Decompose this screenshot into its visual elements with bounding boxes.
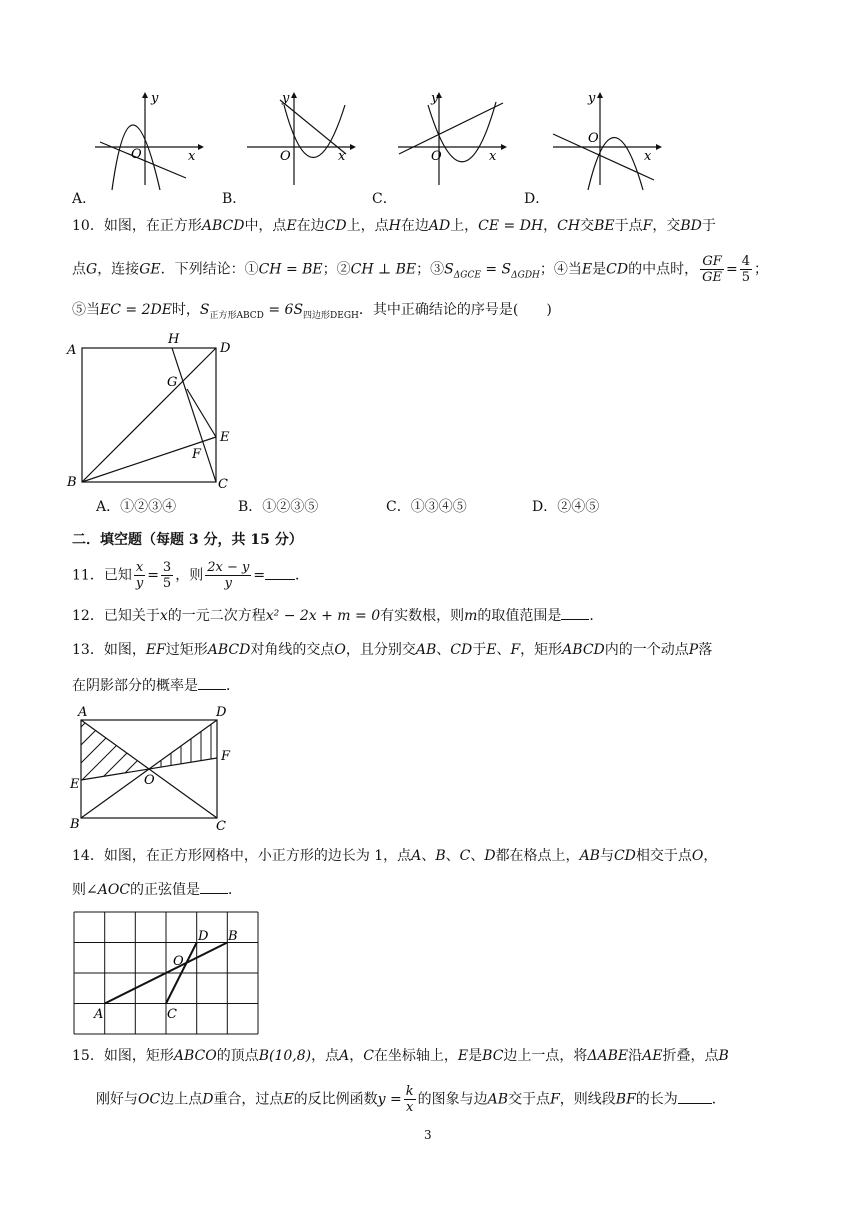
- y-axis-label: y: [151, 91, 159, 106]
- q15-answer-blank[interactable]: [678, 1103, 712, 1104]
- q10-option-a[interactable]: A．①②③④: [96, 499, 177, 515]
- label-b: B: [67, 475, 77, 490]
- q10-figure: [64, 330, 244, 490]
- label-d: D: [220, 341, 231, 356]
- svg-text:y: y: [431, 91, 439, 106]
- label-g: G: [167, 375, 178, 390]
- q13-figure: [66, 702, 246, 832]
- svg-text:B: B: [228, 929, 238, 944]
- page-number: 3: [424, 1128, 432, 1142]
- q10-line-1: 10．如图，在正方形ABCD中，点E在边CD上，点H在边AD上，CE = DH，CH交BE于点F，交BD于: [72, 218, 716, 234]
- q10-option-b[interactable]: B．①②③⑤: [238, 499, 319, 515]
- q13-line-2: 在阴影部分的概率是 ．: [72, 678, 240, 694]
- svg-text:A: A: [78, 705, 88, 720]
- q10-line-3: ⑤当EC = 2DE时，$S_{正方形ABCD} = 6S_{四边形DEGH}$．其中正确结论的序号是( ): [72, 302, 552, 321]
- q9-graph-a: [90, 90, 205, 185]
- q9-graph-d: [548, 90, 663, 185]
- q9-graph-c: [393, 90, 508, 185]
- q15-line-2: 刚好与OC边上点D重合，过点E的反比例函数y = $\frac{k}{x}$ 的图象与边AB交于点F，则线段BF的长为 ．: [96, 1084, 726, 1115]
- svg-text:y: y: [282, 91, 290, 106]
- svg-text:O: O: [173, 954, 184, 969]
- q15-line-1: 15．如图，矩形ABCO的顶点B(10,8)，点A，C在坐标轴上，E是BC边上一点，将ΔABE沿AE折叠，点B: [72, 1048, 729, 1064]
- q14-line-2: 则∠AOC的正弦值是 ．: [72, 882, 243, 898]
- q13-answer-blank[interactable]: [198, 689, 226, 690]
- q13-line-1: 13．如图，EF过矩形ABCD对角线的交点O，且分别交AB、CD于E、F，矩形ABCD内的一个动点P落: [72, 642, 713, 658]
- svg-text:C: C: [216, 819, 226, 834]
- label-h: H: [168, 332, 180, 347]
- q10-line-2: 点G，连接GE．下列结论：①CH = BE；②CH ⊥ BE；$③S_{\Delta GCE} = S_{\Delta GDH}$；④当E是CD的中点时， $\frac{GF}{GE}$ = $\frac{4}{5}$ ；: [72, 254, 768, 285]
- q9-option-a[interactable]: A．: [72, 191, 97, 207]
- x-axis-label: x: [188, 149, 196, 164]
- label-c: C: [218, 477, 228, 492]
- svg-text:A: A: [94, 1007, 104, 1022]
- svg-text:x: x: [338, 149, 346, 164]
- q14-grid-figure: [70, 908, 270, 1043]
- q12-line: 12．已知关于x的一元二次方程x² − 2x + m = 0有实数根，则m的取值范围是 ．: [72, 608, 604, 624]
- svg-text:E: E: [70, 777, 80, 792]
- svg-text:O: O: [144, 773, 155, 788]
- svg-text:O: O: [588, 131, 599, 146]
- svg-text:C: C: [167, 1007, 177, 1022]
- q12-answer-blank[interactable]: [561, 619, 589, 620]
- q9-option-b[interactable]: B．: [222, 191, 247, 207]
- q9-option-d[interactable]: D．: [524, 191, 550, 207]
- label-e: E: [220, 430, 230, 445]
- q10-option-d[interactable]: D．②④⑤: [532, 499, 600, 515]
- svg-text:D: D: [198, 929, 209, 944]
- svg-text:D: D: [216, 705, 227, 720]
- svg-text:x: x: [489, 149, 497, 164]
- svg-text:F: F: [221, 749, 231, 764]
- origin-label: O: [131, 147, 142, 162]
- svg-text:O: O: [280, 149, 291, 164]
- section-2-heading: 二．填空题（每题 3 分，共 15 分）: [72, 532, 303, 548]
- label-a: A: [67, 343, 77, 358]
- q9-graph-b: [242, 90, 357, 185]
- svg-text:y: y: [588, 91, 596, 106]
- q9-option-c[interactable]: C．: [372, 191, 397, 207]
- q11-answer-blank[interactable]: [265, 579, 295, 580]
- q11-line: 11．已知 $\frac{x}{y}$ = $\frac{3}{5}$ ，则 $\frac{2x - y}{y}$ = ．: [72, 560, 310, 591]
- q14-answer-blank[interactable]: [200, 893, 228, 894]
- svg-text:x: x: [644, 149, 652, 164]
- q14-line-1: 14．如图，在正方形网格中，小正方形的边长为 1，点A、B、C、D都在格点上，AB与CD相交于点O，: [72, 848, 718, 864]
- label-f: F: [192, 447, 202, 462]
- q10-option-c[interactable]: C．①③④⑤: [386, 499, 467, 515]
- svg-text:O: O: [431, 149, 442, 164]
- svg-text:B: B: [70, 817, 80, 832]
